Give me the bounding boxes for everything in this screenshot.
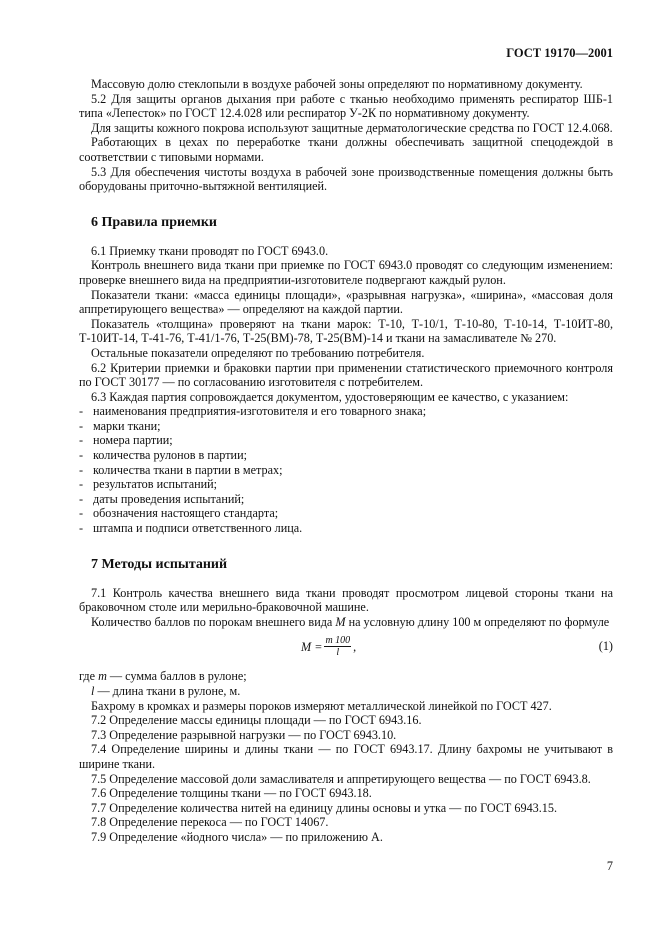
list-item-text: результатов испытаний; bbox=[93, 477, 218, 492]
section-6 bbox=[79, 214, 613, 536]
list-item-text: обозначения настоящего стандарта; bbox=[93, 506, 279, 521]
fraction bbox=[324, 635, 351, 658]
list-item-text: штампа и подписи ответственного лица. bbox=[93, 521, 303, 536]
text: на условную длину 100 м определяют по формуле bbox=[345, 614, 610, 629]
list-item bbox=[79, 521, 613, 536]
paragraph: Показатели ткани: «масса единицы площади», «разрывная нагрузка», «ширина», «массовая доля аппретирующего вещества» — определяют на каждой партии. bbox=[79, 287, 613, 317]
section-7 bbox=[79, 556, 613, 845]
paragraph: Для защиты кожного покрова используют защитные дерматологические средства по ГОСТ 12.4.068. bbox=[91, 120, 613, 135]
list-item bbox=[79, 448, 613, 463]
section-heading: 6 Правила приемки bbox=[91, 214, 217, 230]
denominator: l bbox=[336, 647, 340, 659]
dash: - bbox=[79, 448, 84, 463]
dash: - bbox=[79, 477, 84, 492]
dash: - bbox=[79, 506, 84, 521]
list-item-text: марки ткани; bbox=[93, 418, 161, 433]
requirements-list bbox=[79, 404, 613, 535]
variable: m bbox=[98, 669, 107, 684]
paragraph bbox=[79, 615, 613, 630]
list-item bbox=[79, 419, 613, 434]
text: — сумма баллов в рулоне; bbox=[106, 669, 247, 684]
page-number: 7 bbox=[606, 858, 613, 873]
dash: - bbox=[79, 462, 84, 477]
paragraph: Контроль внешнего вида ткани при приемке по ГОСТ 6943.0 проводят со следующим изменением: проверке внешнего вида на предприятии-изготовителе подвергают каждый рулон. bbox=[79, 258, 613, 287]
list-item bbox=[79, 506, 613, 521]
list-item bbox=[79, 492, 613, 507]
paragraph: Показатель «толщина» проверяют на ткани марок: Т-10, Т-10/1, Т-10-80, Т-10-14, Т-10ИТ-80, Т-10ИТ-14, Т-41-76, Т-41/1-76, Т-25(ВМ)-78, Т-25(ВМ)-14 и ткани на замасливателе № 270. bbox=[79, 316, 613, 346]
paragraph: 7.3 Определение разрывной нагрузки — по ГОСТ 6943.10. bbox=[91, 727, 397, 742]
section-heading: 7 Методы испытаний bbox=[91, 556, 228, 572]
dash: - bbox=[79, 433, 84, 448]
paragraph: 6.2 Критерии приемки и браковки партии при применении статистического приемочного контроля по ГОСТ 30177 — по согласованию изготовителя с потребителем. bbox=[79, 360, 613, 390]
formula-comma: , bbox=[353, 639, 357, 654]
list-item-text: даты проведения испытаний; bbox=[93, 491, 245, 506]
dash: - bbox=[79, 404, 84, 419]
section-7-paragraphs bbox=[79, 699, 613, 845]
list-item bbox=[79, 463, 613, 478]
text: — длина ткани в рулоне, м. bbox=[94, 684, 241, 698]
paragraph: 6.3 Каждая партия сопровождается документом, удостоверяющим ее качество, с указанием: bbox=[91, 389, 569, 404]
variable: l bbox=[91, 684, 95, 698]
paragraph: 7.6 Определение толщины ткани — по ГОСТ 6943.18. bbox=[91, 786, 372, 801]
list-item bbox=[79, 433, 613, 448]
where-l bbox=[79, 684, 613, 699]
dash: - bbox=[79, 491, 84, 506]
list-item-text: количества ткани в партии в метрах; bbox=[93, 462, 283, 477]
paragraph: 5.2 Для защиты органов дыхания при работе с тканью необходимо применять респиратор ШБ-1 типа «Лепесток» по ГОСТ 12.4.028 или респиратор У-2К по нормативному документу. bbox=[79, 91, 613, 121]
list-item-text: количества рулонов в партии; bbox=[93, 448, 247, 463]
formula-1 bbox=[79, 629, 613, 669]
list-item bbox=[79, 404, 613, 419]
running-header: ГОСТ 19170—2001 bbox=[506, 46, 613, 60]
numerator: m 100 bbox=[325, 635, 351, 647]
paragraph: 7.4 Определение ширины и длины ткани — по ГОСТ 6943.17. Длину бахромы не учитывают в ширине ткани. bbox=[79, 742, 613, 771]
paragraph: 7.9 Определение «йодного числа» — по приложению А. bbox=[91, 829, 383, 844]
section-5-continued bbox=[79, 77, 613, 194]
text: Количество баллов по порокам внешнего вида bbox=[91, 614, 336, 629]
dash: - bbox=[79, 418, 84, 433]
paragraph: 6.1 Приемку ткани проводят по ГОСТ 6943.0. bbox=[91, 243, 329, 258]
variable: M bbox=[335, 614, 346, 629]
text: где bbox=[79, 669, 99, 684]
where-m bbox=[79, 669, 613, 684]
equation-number: (1) bbox=[598, 639, 613, 654]
formula-lhs: M = bbox=[301, 639, 323, 654]
paragraph: 7.7 Определение количества нитей на единицу длины основы и утка — по ГОСТ 6943.15. bbox=[91, 800, 558, 815]
list-item-text: наименования предприятия-изготовителя и его товарного знака; bbox=[93, 404, 427, 419]
paragraph: Остальные показатели определяют по требованию потребителя. bbox=[91, 345, 425, 360]
paragraph: 7.8 Определение перекоса — по ГОСТ 14067. bbox=[91, 815, 329, 830]
list-item-text: номера партии; bbox=[93, 433, 173, 448]
paragraph: 7.2 Определение массы единицы площади — по ГОСТ 6943.16. bbox=[91, 713, 422, 728]
dash: - bbox=[79, 521, 84, 536]
paragraph: 7.5 Определение массовой доли замасливателя и аппретирующего вещества — по ГОСТ 6943.8. bbox=[91, 771, 591, 786]
paragraph: 5.3 Для обеспечения чистоты воздуха в рабочей зоне производственные помещения должны быть оборудованы приточно-вытяжной вентиляцией. bbox=[79, 164, 613, 194]
paragraph: Работающих в цехах по переработке ткани должны обеспечивать защитной спецодеждой в соответствии с типовыми нормами. bbox=[79, 135, 613, 164]
paragraph: Бахрому в кромках и размеры пороков измеряют металлической линейкой по ГОСТ 427. bbox=[91, 698, 552, 713]
paragraph: 7.1 Контроль качества внешнего вида ткани проводят просмотром лицевой стороны ткани на браковочном столе или мерильно-браковочной машине. bbox=[79, 585, 613, 615]
paragraph: Массовую долю стеклопыли в воздухе рабочей зоны определяют по нормативному документу. bbox=[91, 77, 583, 91]
list-item bbox=[79, 477, 613, 492]
